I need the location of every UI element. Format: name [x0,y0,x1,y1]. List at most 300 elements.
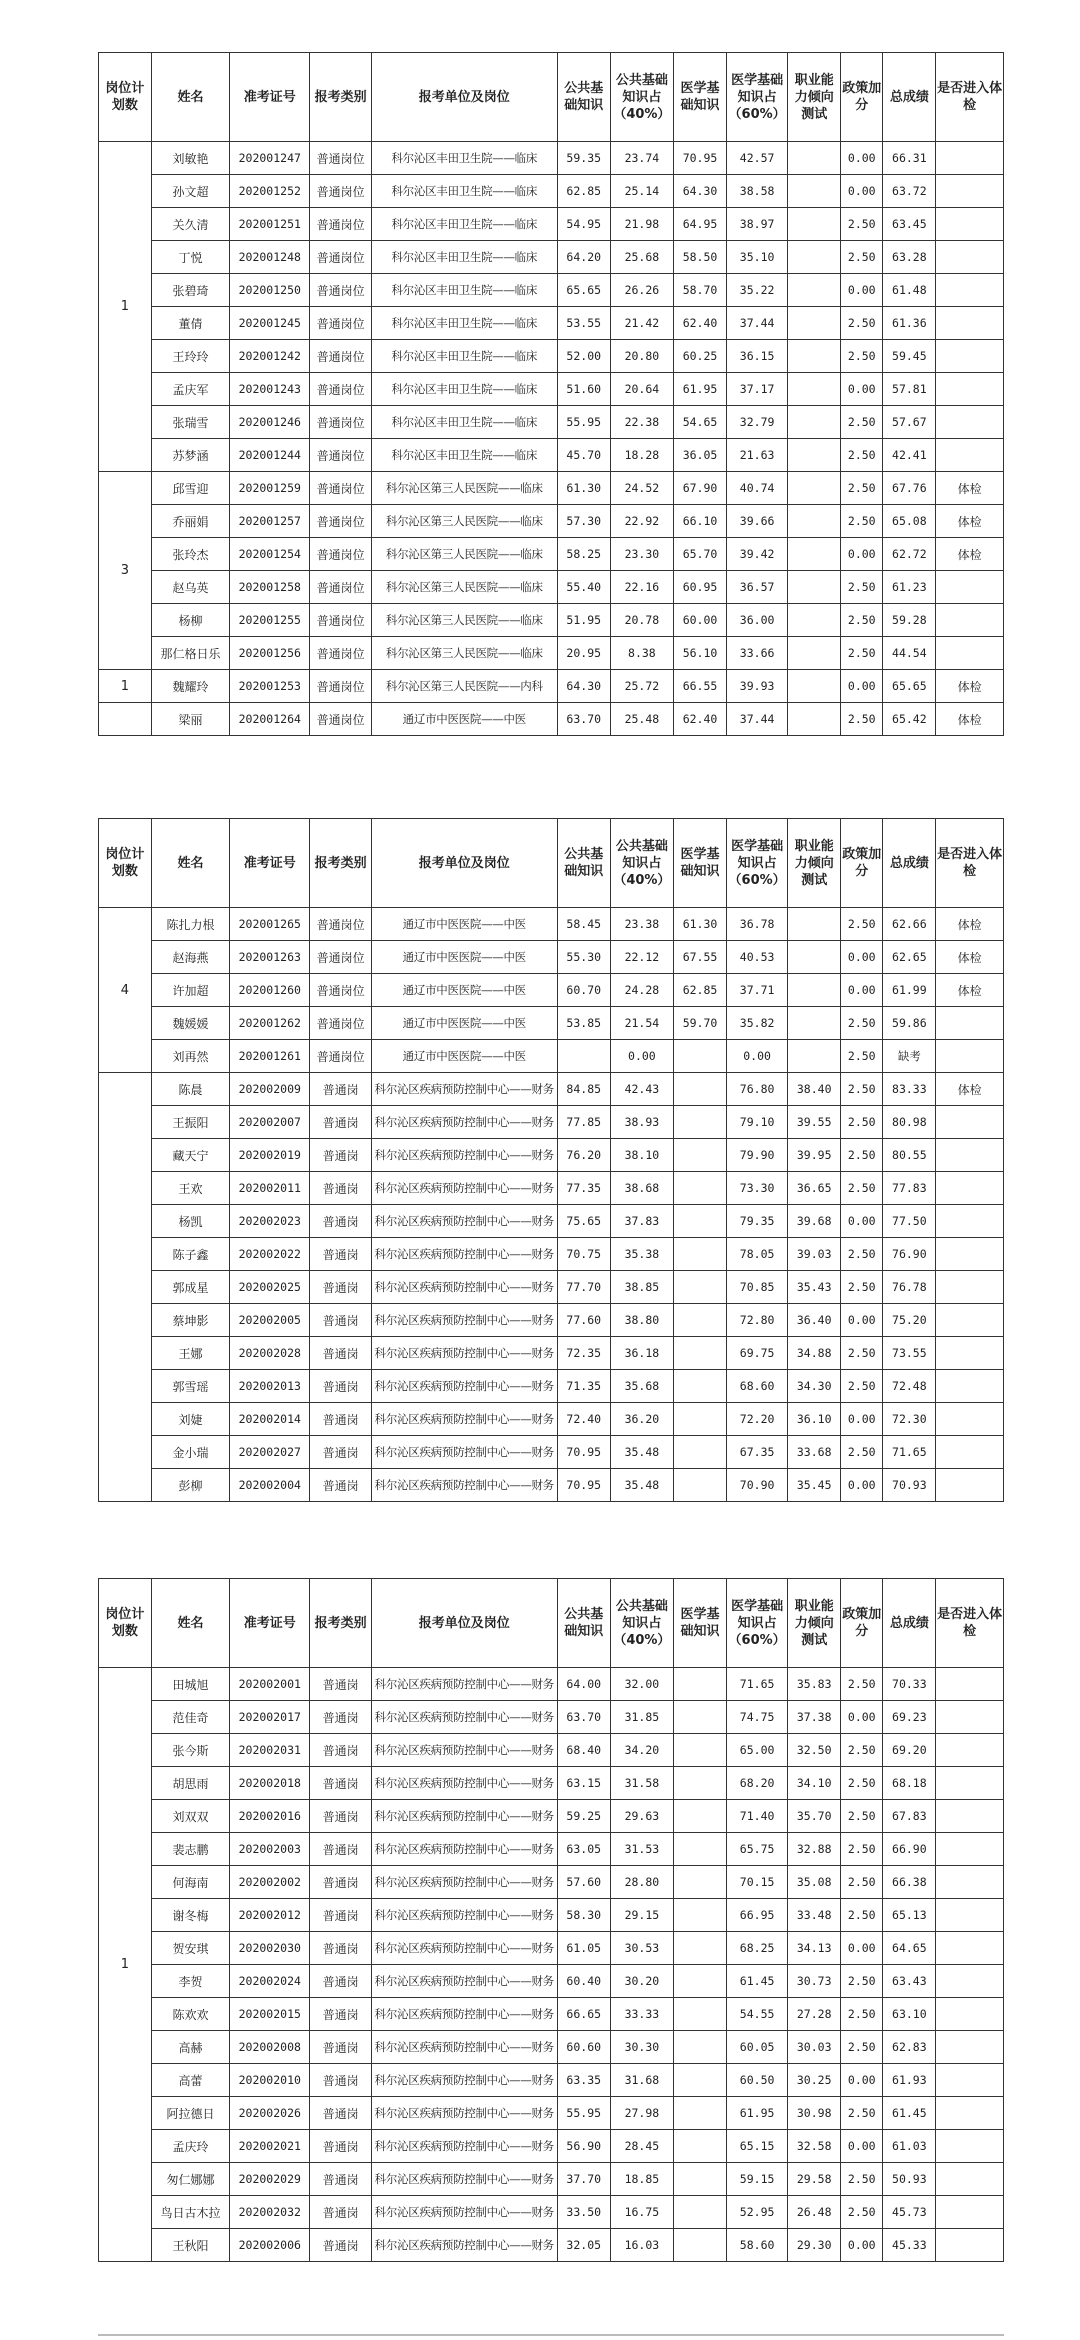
category-cell: 普通岗 [310,1767,371,1800]
name-cell: 刘敏艳 [151,142,229,175]
public-score-cell: 61.05 [557,1932,610,1965]
total-score-cell: 缺考 [883,1040,936,1073]
aptitude-score-cell [788,571,841,604]
policy-bonus-cell: 2.50 [841,1965,883,1998]
medical-60-cell: 36.00 [726,604,787,637]
total-score-cell: 65.13 [883,1899,936,1932]
medical-60-cell: 36.57 [726,571,787,604]
exam-number-cell: 202001262 [230,1007,310,1040]
header-plan-count: 岗位计划数 [99,1579,152,1668]
medical-score-cell: 54.65 [674,406,727,439]
public-score-cell: 63.05 [557,1833,610,1866]
policy-bonus-cell: 2.50 [841,571,883,604]
physical-exam-cell: 体检 [936,505,1004,538]
exam-number-cell: 202001247 [230,142,310,175]
exam-number-cell: 202002029 [230,2163,310,2196]
policy-bonus-cell: 0.00 [841,2130,883,2163]
total-score-cell: 63.43 [883,1965,936,1998]
medical-score-cell [674,1800,727,1833]
table-row [99,637,1004,670]
table-row [99,241,1004,274]
medical-score-cell: 62.85 [674,974,727,1007]
exam-number-cell: 202002010 [230,2064,310,2097]
physical-exam-cell [936,1238,1004,1271]
table-row [99,941,1004,974]
table-row [99,1172,1004,1205]
public-score-cell: 59.35 [557,142,610,175]
name-cell: 王玲玲 [151,340,229,373]
medical-score-cell [674,2130,727,2163]
exam-number-cell: 202002002 [230,1866,310,1899]
public-40-cell: 30.20 [610,1965,673,1998]
public-score-cell: 70.95 [557,1469,610,1502]
exam-number-cell: 202001248 [230,241,310,274]
policy-bonus-cell: 2.50 [841,1899,883,1932]
exam-number-cell: 202002027 [230,1436,310,1469]
table-row [99,604,1004,637]
header-public-40: 公共基础知识占（40%） [610,819,673,908]
physical-exam-cell [936,2163,1004,2196]
total-score-cell: 57.81 [883,373,936,406]
total-score-cell: 61.93 [883,2064,936,2097]
public-score-cell: 63.35 [557,2064,610,2097]
public-40-cell: 35.68 [610,1370,673,1403]
public-40-cell: 31.53 [610,1833,673,1866]
medical-60-cell: 39.42 [726,538,787,571]
public-score-cell: 62.85 [557,175,610,208]
exam-number-cell: 202002008 [230,2031,310,2064]
public-score-cell: 58.30 [557,1899,610,1932]
plan-count-cell [99,1073,152,1502]
medical-score-cell: 36.05 [674,439,727,472]
total-score-cell: 50.93 [883,2163,936,2196]
medical-60-cell: 35.10 [726,241,787,274]
table-row [99,1701,1004,1734]
exam-number-cell: 202002001 [230,1668,310,1701]
physical-exam-cell [936,142,1004,175]
aptitude-score-cell: 39.95 [788,1139,841,1172]
medical-60-cell: 65.75 [726,1833,787,1866]
name-cell: 鸟日古木拉 [151,2196,229,2229]
category-cell: 普通岗 [310,1899,371,1932]
policy-bonus-cell: 2.50 [841,2196,883,2229]
physical-exam-cell [936,1436,1004,1469]
category-cell: 普通岗位 [310,208,371,241]
name-cell: 赵乌英 [151,571,229,604]
category-cell: 普通岗 [310,2196,371,2229]
total-score-cell: 67.76 [883,472,936,505]
physical-exam-cell: 体检 [936,538,1004,571]
medical-60-cell: 38.97 [726,208,787,241]
header-category: 报考类别 [310,53,371,142]
table-row [99,1668,1004,1701]
medical-score-cell: 64.30 [674,175,727,208]
name-cell: 孟庆玲 [151,2130,229,2163]
table-row [99,670,1004,703]
policy-bonus-cell: 2.50 [841,1833,883,1866]
exam-number-cell: 202002031 [230,1734,310,1767]
physical-exam-cell [936,208,1004,241]
category-cell: 普通岗位 [310,241,371,274]
unit-position-cell: 科尔沁区疾病预防控制中心——财务 [371,1932,557,1965]
aptitude-score-cell: 39.03 [788,1238,841,1271]
category-cell: 普通岗位 [310,703,371,736]
public-score-cell: 54.95 [557,208,610,241]
physical-exam-cell [936,1932,1004,1965]
name-cell: 刘再然 [151,1040,229,1073]
policy-bonus-cell: 2.50 [841,1734,883,1767]
aptitude-score-cell: 34.88 [788,1337,841,1370]
unit-position-cell: 科尔沁区疾病预防控制中心——财务 [371,1436,557,1469]
public-score-cell: 66.65 [557,1998,610,2031]
header-medical-60: 医学基础知识占（60%） [726,53,787,142]
physical-exam-cell [936,439,1004,472]
table-row [99,1139,1004,1172]
unit-position-cell: 科尔沁区第三人民医院——临床 [371,571,557,604]
unit-position-cell: 科尔沁区疾病预防控制中心——财务 [371,1469,557,1502]
public-40-cell: 23.30 [610,538,673,571]
category-cell: 普通岗位 [310,340,371,373]
header-medical-60: 医学基础知识占（60%） [726,1579,787,1668]
aptitude-score-cell [788,142,841,175]
public-40-cell: 38.68 [610,1172,673,1205]
policy-bonus-cell: 0.00 [841,670,883,703]
public-40-cell: 21.54 [610,1007,673,1040]
unit-position-cell: 科尔沁区疾病预防控制中心——财务 [371,1833,557,1866]
public-40-cell: 16.75 [610,2196,673,2229]
category-cell: 普通岗位 [310,472,371,505]
exam-number-cell: 202002032 [230,2196,310,2229]
exam-number-cell: 202001246 [230,406,310,439]
aptitude-score-cell: 32.50 [788,1734,841,1767]
public-40-cell: 8.38 [610,637,673,670]
policy-bonus-cell: 2.50 [841,908,883,941]
category-cell: 普通岗 [310,1800,371,1833]
aptitude-score-cell: 29.58 [788,2163,841,2196]
unit-position-cell: 科尔沁区疾病预防控制中心——财务 [371,2163,557,2196]
medical-score-cell [674,1436,727,1469]
public-score-cell: 84.85 [557,1073,610,1106]
name-cell: 那仁格日乐 [151,637,229,670]
total-score-cell: 83.33 [883,1073,936,1106]
public-score-cell: 52.00 [557,340,610,373]
public-40-cell: 22.12 [610,941,673,974]
name-cell: 杨凯 [151,1205,229,1238]
table-row [99,439,1004,472]
policy-bonus-cell: 2.50 [841,406,883,439]
aptitude-score-cell: 32.58 [788,2130,841,2163]
unit-position-cell: 科尔沁区疾病预防控制中心——财务 [371,2064,557,2097]
total-score-cell: 76.78 [883,1271,936,1304]
policy-bonus-cell: 0.00 [841,1701,883,1734]
total-score-cell: 61.23 [883,571,936,604]
public-40-cell: 25.48 [610,703,673,736]
name-cell: 关久清 [151,208,229,241]
category-cell: 普通岗位 [310,373,371,406]
aptitude-score-cell [788,241,841,274]
plan-count-cell: 4 [99,908,152,1073]
policy-bonus-cell: 2.50 [841,472,883,505]
policy-bonus-cell: 0.00 [841,1205,883,1238]
medical-60-cell: 54.55 [726,1998,787,2031]
medical-score-cell: 61.30 [674,908,727,941]
table-row [99,1106,1004,1139]
public-40-cell: 37.83 [610,1205,673,1238]
name-cell: 王欢 [151,1172,229,1205]
public-40-cell: 38.93 [610,1106,673,1139]
unit-position-cell: 科尔沁区第三人民医院——内科 [371,670,557,703]
unit-position-cell: 科尔沁区丰田卫生院——临床 [371,340,557,373]
medical-60-cell: 69.75 [726,1337,787,1370]
medical-score-cell: 70.95 [674,142,727,175]
table-row [99,175,1004,208]
total-score-cell: 61.36 [883,307,936,340]
policy-bonus-cell: 0.00 [841,1403,883,1436]
name-cell: 田城旭 [151,1668,229,1701]
public-40-cell: 23.38 [610,908,673,941]
name-cell: 刘双双 [151,1800,229,1833]
exam-number-cell: 202001251 [230,208,310,241]
exam-number-cell: 202001256 [230,637,310,670]
header-physical-exam: 是否进入体检 [936,819,1004,908]
name-cell: 王秋阳 [151,2229,229,2262]
category-cell: 普通岗位 [310,1040,371,1073]
table-row [99,2229,1004,2262]
total-score-cell: 42.41 [883,439,936,472]
public-40-cell: 38.85 [610,1271,673,1304]
header-medical-score: 医学基础知识 [674,1579,727,1668]
aptitude-score-cell [788,670,841,703]
public-40-cell: 20.64 [610,373,673,406]
medical-60-cell: 36.78 [726,908,787,941]
public-40-cell: 27.98 [610,2097,673,2130]
category-cell: 普通岗 [310,1668,371,1701]
aptitude-score-cell [788,373,841,406]
aptitude-score-cell: 36.40 [788,1304,841,1337]
policy-bonus-cell: 0.00 [841,373,883,406]
aptitude-score-cell: 36.65 [788,1172,841,1205]
total-score-cell: 70.93 [883,1469,936,1502]
physical-exam-cell [936,1899,1004,1932]
name-cell: 李贺 [151,1965,229,1998]
public-40-cell: 25.72 [610,670,673,703]
medical-60-cell: 40.74 [726,472,787,505]
total-score-cell: 45.33 [883,2229,936,2262]
policy-bonus-cell: 2.50 [841,637,883,670]
category-cell: 普通岗位 [310,941,371,974]
table-row [99,2130,1004,2163]
header-total-score: 总成绩 [883,53,936,142]
physical-exam-cell [936,1139,1004,1172]
header-aptitude-score: 职业能力倾向测试 [788,819,841,908]
name-cell: 刘婕 [151,1403,229,1436]
aptitude-score-cell: 39.68 [788,1205,841,1238]
total-score-cell: 57.67 [883,406,936,439]
unit-position-cell: 科尔沁区疾病预防控制中心——财务 [371,1998,557,2031]
total-score-cell: 72.30 [883,1403,936,1436]
plan-count-cell: 1 [99,1668,152,2262]
exam-number-cell: 202001255 [230,604,310,637]
category-cell: 普通岗 [310,1370,371,1403]
name-cell: 蔡坤影 [151,1304,229,1337]
policy-bonus-cell: 2.50 [841,703,883,736]
policy-bonus-cell: 2.50 [841,1172,883,1205]
policy-bonus-cell: 2.50 [841,1866,883,1899]
medical-60-cell: 65.00 [726,1734,787,1767]
unit-position-cell: 科尔沁区疾病预防控制中心——财务 [371,1668,557,1701]
table-row [99,373,1004,406]
exam-number-cell: 202002024 [230,1965,310,1998]
exam-number-cell: 202001263 [230,941,310,974]
header-exam-number: 准考证号 [230,819,310,908]
exam-number-cell: 202002007 [230,1106,310,1139]
public-score-cell: 77.85 [557,1106,610,1139]
category-cell: 普通岗位 [310,604,371,637]
header-plan-count: 岗位计划数 [99,53,152,142]
policy-bonus-cell: 2.50 [841,505,883,538]
header-policy-bonus: 政策加分 [841,1579,883,1668]
physical-exam-cell: 体检 [936,974,1004,1007]
policy-bonus-cell: 2.50 [841,1800,883,1833]
category-cell: 普通岗 [310,1436,371,1469]
medical-score-cell [674,1866,727,1899]
physical-exam-cell: 体检 [936,1073,1004,1106]
medical-60-cell: 67.35 [726,1436,787,1469]
total-score-cell: 59.28 [883,604,936,637]
medical-60-cell: 60.05 [726,2031,787,2064]
public-score-cell: 70.75 [557,1238,610,1271]
total-score-cell: 75.20 [883,1304,936,1337]
total-score-cell: 73.55 [883,1337,936,1370]
aptitude-score-cell: 35.43 [788,1271,841,1304]
policy-bonus-cell: 2.50 [841,1767,883,1800]
exam-number-cell: 202002026 [230,2097,310,2130]
physical-exam-cell [936,1767,1004,1800]
medical-score-cell [674,2196,727,2229]
physical-exam-cell [936,1271,1004,1304]
medical-60-cell: 70.85 [726,1271,787,1304]
unit-position-cell: 科尔沁区丰田卫生院——临床 [371,175,557,208]
medical-score-cell: 58.50 [674,241,727,274]
public-40-cell: 24.52 [610,472,673,505]
total-score-cell: 61.99 [883,974,936,1007]
physical-exam-cell [936,1205,1004,1238]
table-row [99,974,1004,1007]
table-row [99,1833,1004,1866]
public-score-cell: 68.40 [557,1734,610,1767]
physical-exam-cell [936,2196,1004,2229]
policy-bonus-cell: 2.50 [841,208,883,241]
public-score-cell: 55.40 [557,571,610,604]
medical-60-cell: 37.44 [726,307,787,340]
policy-bonus-cell: 0.00 [841,1469,883,1502]
header-plan-count: 岗位计划数 [99,819,152,908]
medical-60-cell: 37.71 [726,974,787,1007]
public-40-cell: 34.20 [610,1734,673,1767]
name-cell: 何海南 [151,1866,229,1899]
category-cell: 普通岗 [310,1998,371,2031]
exam-number-cell: 202002019 [230,1139,310,1172]
total-score-cell: 66.31 [883,142,936,175]
aptitude-score-cell: 34.30 [788,1370,841,1403]
name-cell: 邱雪迎 [151,472,229,505]
category-cell: 普通岗 [310,1073,371,1106]
policy-bonus-cell: 0.00 [841,538,883,571]
medical-60-cell: 0.00 [726,1040,787,1073]
medical-score-cell: 66.10 [674,505,727,538]
category-cell: 普通岗位 [310,538,371,571]
header-unit-position: 报考单位及岗位 [371,819,557,908]
name-cell: 藏天宁 [151,1139,229,1172]
aptitude-score-cell: 30.25 [788,2064,841,2097]
medical-score-cell: 60.25 [674,340,727,373]
physical-exam-cell: 体检 [936,472,1004,505]
public-score-cell: 77.70 [557,1271,610,1304]
name-cell: 郭成星 [151,1271,229,1304]
name-cell: 陈晨 [151,1073,229,1106]
header-medical-score: 医学基础知识 [674,53,727,142]
physical-exam-cell: 体检 [936,670,1004,703]
aptitude-score-cell [788,505,841,538]
medical-score-cell [674,1932,727,1965]
category-cell: 普通岗位 [310,1007,371,1040]
total-score-cell: 63.28 [883,241,936,274]
category-cell: 普通岗 [310,1205,371,1238]
medical-score-cell: 67.55 [674,941,727,974]
table-row [99,1337,1004,1370]
public-40-cell: 20.80 [610,340,673,373]
unit-position-cell: 科尔沁区丰田卫生院——临床 [371,406,557,439]
aptitude-score-cell [788,340,841,373]
name-cell: 赵海燕 [151,941,229,974]
exam-number-cell: 202001257 [230,505,310,538]
category-cell: 普通岗位 [310,142,371,175]
unit-position-cell: 科尔沁区疾病预防控制中心——财务 [371,1073,557,1106]
public-40-cell: 32.00 [610,1668,673,1701]
policy-bonus-cell: 2.50 [841,1668,883,1701]
unit-position-cell: 科尔沁区丰田卫生院——临床 [371,307,557,340]
plan-count-cell: 1 [99,142,152,472]
medical-60-cell: 70.90 [726,1469,787,1502]
name-cell: 贺安琪 [151,1932,229,1965]
score-table [98,1578,1004,2262]
unit-position-cell: 科尔沁区疾病预防控制中心——财务 [371,2130,557,2163]
total-score-cell: 59.45 [883,340,936,373]
public-40-cell: 42.43 [610,1073,673,1106]
exam-number-cell: 202001264 [230,703,310,736]
aptitude-score-cell: 30.03 [788,2031,841,2064]
policy-bonus-cell: 0.00 [841,2229,883,2262]
physical-exam-cell: 体检 [936,908,1004,941]
category-cell: 普通岗 [310,1172,371,1205]
exam-number-cell: 202001250 [230,274,310,307]
medical-60-cell: 65.15 [726,2130,787,2163]
policy-bonus-cell: 2.50 [841,439,883,472]
aptitude-score-cell: 26.48 [788,2196,841,2229]
public-score-cell: 72.35 [557,1337,610,1370]
public-score-cell: 57.30 [557,505,610,538]
physical-exam-cell [936,1833,1004,1866]
header-public-score: 公共基础知识 [557,819,610,908]
total-score-cell: 66.90 [883,1833,936,1866]
exam-number-cell: 202002018 [230,1767,310,1800]
aptitude-score-cell: 37.38 [788,1701,841,1734]
public-score-cell: 51.95 [557,604,610,637]
medical-60-cell: 73.30 [726,1172,787,1205]
physical-exam-cell [936,2064,1004,2097]
unit-position-cell: 科尔沁区疾病预防控制中心——财务 [371,2229,557,2262]
unit-position-cell: 科尔沁区丰田卫生院——临床 [371,373,557,406]
